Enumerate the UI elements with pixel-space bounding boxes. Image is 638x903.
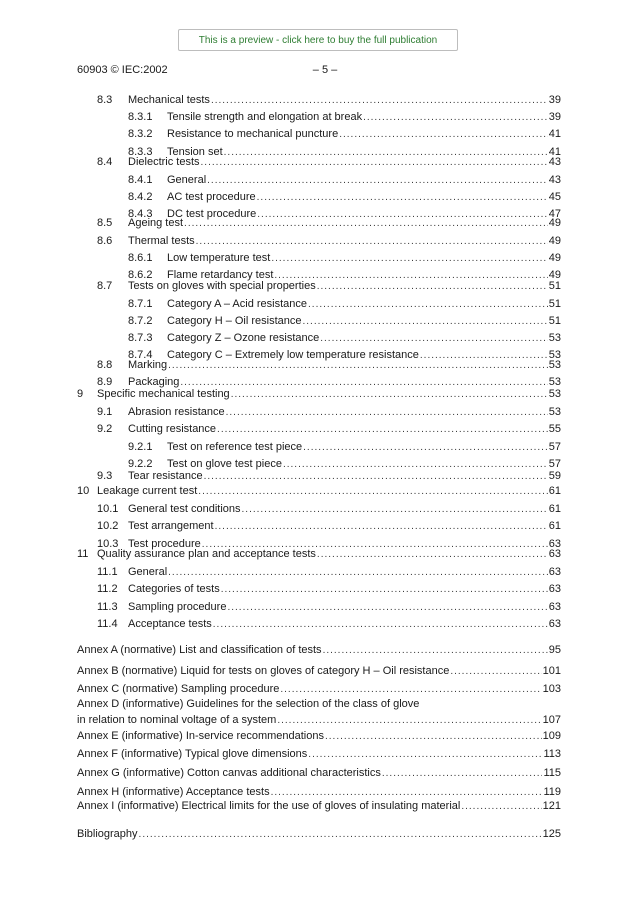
toc-entry[interactable] — [128, 312, 561, 330]
annex-entry[interactable] — [77, 680, 561, 698]
toc-entry[interactable] — [77, 385, 561, 403]
toc-section-number: 8.7 — [97, 280, 113, 292]
toc-entry[interactable] — [128, 171, 561, 189]
toc-page-number: 49 — [548, 235, 561, 247]
toc-section-title: Tension set — [167, 146, 223, 158]
toc-leader-dots — [339, 126, 548, 144]
annex-page-number: 107 — [542, 714, 561, 726]
toc-section-number: 11.2 — [97, 583, 118, 595]
toc-section-number: 9.2 — [97, 423, 113, 435]
toc-section-number: 9 — [77, 388, 84, 400]
toc-section-title: Category C – Extremely low temperature resistance — [167, 349, 419, 361]
toc-section-number: 11.4 — [97, 618, 118, 630]
toc-page-number: 57 — [548, 441, 561, 453]
toc-section-title: Leakage current test — [97, 485, 198, 497]
toc-section-title: Category H – Oil resistance — [167, 315, 302, 327]
toc-section-title: Marking — [128, 359, 168, 371]
toc-page-number: 41 — [548, 128, 561, 140]
toc-page-number: 47 — [548, 208, 561, 220]
toc-page-number: 53 — [548, 332, 561, 344]
toc-page-number: 63 — [548, 548, 561, 560]
toc-page-number: 39 — [548, 111, 561, 123]
toc-page-number: 43 — [548, 156, 561, 168]
toc-page-number: 43 — [548, 174, 561, 186]
bibliography-page-number: 125 — [542, 828, 561, 840]
document-id: 60903 © IEC:2002 — [77, 64, 168, 76]
toc-page-number: 61 — [548, 485, 561, 497]
toc-entry[interactable] — [128, 188, 561, 206]
toc-entry[interactable] — [97, 500, 561, 518]
toc-leader-dots — [215, 518, 548, 536]
toc-page-number: 53 — [548, 376, 561, 388]
toc-leader-dots — [323, 642, 548, 660]
toc-entry[interactable] — [97, 420, 561, 438]
toc-section-title: Tensile strength and elongation at break — [167, 111, 363, 123]
toc-leader-dots — [308, 746, 542, 764]
page-number: – 5 – — [312, 64, 338, 76]
toc-page-number: 39 — [548, 94, 561, 106]
annex-page-number: 101 — [542, 665, 561, 677]
toc-entry[interactable] — [128, 329, 561, 347]
toc-entry[interactable] — [97, 277, 561, 295]
toc-leader-dots — [139, 826, 542, 844]
annex-title: Annex I (informative) Electrical limits for the use of gloves of insulating material — [77, 800, 461, 812]
toc-section-number: 8.7.2 — [128, 315, 153, 327]
annex-entry[interactable] — [77, 727, 561, 745]
annex-entry[interactable] — [77, 641, 561, 659]
toc-entry[interactable] — [97, 214, 561, 232]
toc-section-title: Categories of tests — [128, 583, 220, 595]
annex-entry[interactable] — [77, 745, 561, 763]
toc-section-title: Cutting resistance — [128, 423, 217, 435]
toc-page-number: 59 — [548, 470, 561, 482]
toc-page-number: 53 — [548, 349, 561, 361]
toc-entry[interactable] — [77, 482, 561, 500]
toc-page-number: 57 — [548, 458, 561, 470]
toc-page-number: 61 — [548, 520, 561, 532]
toc-section-number: 11 — [77, 548, 89, 560]
toc-section-number: 8.6.1 — [128, 252, 153, 264]
toc-section-title: Tests on gloves with special properties — [128, 280, 316, 292]
bibliography-title: Bibliography — [77, 828, 138, 840]
toc-section-title: Test on reference test piece — [167, 441, 303, 453]
toc-leader-dots — [461, 798, 541, 816]
toc-section-number: 10.2 — [97, 520, 119, 532]
annex-page-number: 95 — [548, 644, 561, 656]
toc-section-title: Test arrangement — [128, 520, 214, 532]
toc-page-number: 63 — [548, 601, 561, 613]
toc-page-number: 63 — [548, 583, 561, 595]
annex-entry[interactable] — [77, 764, 561, 782]
toc-leader-dots — [450, 663, 541, 681]
toc-section-number: 8.4 — [97, 156, 113, 168]
toc-section-title: Quality assurance plan and acceptance tests — [97, 548, 316, 560]
toc-entry[interactable] — [97, 580, 561, 598]
toc-section-number: 8.4.3 — [128, 208, 153, 220]
toc-entry[interactable] — [128, 125, 561, 143]
annex-page-number: 119 — [543, 786, 561, 798]
toc-entry[interactable] — [97, 517, 561, 535]
annex-entry[interactable] — [77, 662, 561, 680]
toc-section-number: 8.9 — [97, 376, 113, 388]
annex-title: Annex G (informative) Cotton canvas additional characteristics — [77, 767, 381, 779]
toc-page-number: 53 — [548, 388, 561, 400]
toc-section-number: 10.1 — [97, 503, 119, 515]
toc-section-number: 11.3 — [97, 601, 118, 613]
toc-page-number: 63 — [548, 618, 561, 630]
toc-page-number: 61 — [548, 503, 561, 515]
toc-entry[interactable] — [128, 249, 561, 267]
toc-page-number: 53 — [548, 359, 561, 371]
toc-section-number: 10.3 — [97, 538, 119, 550]
toc-section-number: 8.4.1 — [128, 174, 153, 186]
toc-entry[interactable] — [128, 108, 561, 126]
toc-section-number: 11.1 — [97, 566, 118, 578]
toc-entry[interactable] — [97, 356, 561, 374]
toc-page-number: 41 — [548, 146, 561, 158]
annex-title: Annex E (informative) In-service recommendations — [77, 730, 324, 742]
toc-section-title: Specific mechanical testing — [97, 388, 230, 400]
annex-page-number: 113 — [543, 748, 561, 760]
toc-section-title: Thermal tests — [128, 235, 195, 247]
toc-section-number: 9.1 — [97, 406, 113, 418]
toc-section-title: Test on glove test piece — [167, 458, 282, 470]
toc-section-title: Resistance to mechanical puncture — [167, 128, 339, 140]
toc-entry[interactable] — [128, 438, 561, 456]
toc-entry[interactable] — [97, 232, 561, 250]
toc-entry[interactable] — [97, 598, 561, 616]
toc-entry[interactable] — [97, 91, 561, 109]
toc-entry[interactable] — [97, 153, 561, 171]
annex-page-number: 115 — [543, 767, 561, 779]
toc-page-number: 51 — [548, 315, 561, 327]
toc-leader-dots — [198, 483, 547, 501]
annex-entry[interactable] — [77, 797, 561, 815]
annex-page-number: 103 — [542, 683, 561, 695]
toc-leader-dots — [317, 546, 548, 564]
toc-section-title: Abrasion resistance — [128, 406, 225, 418]
annex-page-number: 121 — [542, 800, 561, 812]
toc-page-number: 51 — [548, 298, 561, 310]
toc-entry[interactable] — [97, 615, 561, 633]
toc-section-number: 9.2.2 — [128, 458, 153, 470]
toc-section-title: General — [167, 174, 207, 186]
toc-section-title: General test conditions — [128, 503, 241, 515]
toc-leader-dots — [325, 728, 542, 746]
annex-title: in relation to nominal voltage of a system — [77, 714, 277, 726]
toc-section-number: 8.7.4 — [128, 349, 153, 361]
toc-section-title: Dielectric tests — [128, 156, 200, 168]
toc-section-number: 8.3.2 — [128, 128, 153, 140]
toc-section-title: AC test procedure — [167, 191, 256, 203]
toc-section-title: Ageing test — [128, 217, 184, 229]
toc-section-title: General — [128, 566, 168, 578]
toc-page-number: 51 — [548, 280, 561, 292]
bibliography-entry[interactable] — [77, 825, 561, 843]
toc-section-title: Tear resistance — [128, 470, 203, 482]
toc-page-number: 49 — [548, 217, 561, 229]
toc-leader-dots — [231, 386, 548, 404]
toc-section-title: Test procedure — [128, 538, 201, 550]
toc-leader-dots — [382, 765, 543, 783]
toc-entry[interactable] — [97, 403, 561, 421]
toc-section-number: 8.7.3 — [128, 332, 153, 344]
toc-section-title: Mechanical tests — [128, 94, 210, 106]
toc-section-number: 10 — [77, 485, 90, 497]
toc-section-title: Category A – Acid resistance — [167, 298, 308, 310]
preview-banner-link[interactable]: This is a preview - click here to buy the full publication — [178, 29, 458, 51]
annex-title: Annex C (normative) Sampling procedure — [77, 683, 280, 695]
toc-section-title: DC test procedure — [167, 208, 257, 220]
annex-title: Annex F (informative) Typical glove dimensions — [77, 748, 308, 760]
toc-section-number: 8.6.2 — [128, 269, 153, 281]
toc-page-number: 63 — [548, 538, 561, 550]
toc-section-number: 8.4.2 — [128, 191, 153, 203]
annex-title: Annex B (normative) Liquid for tests on gloves of category H – Oil resistance — [77, 665, 450, 677]
toc-section-number: 8.8 — [97, 359, 113, 371]
toc-section-number: 8.5 — [97, 217, 113, 229]
toc-section-number: 8.7.1 — [128, 298, 153, 310]
toc-section-title: Category Z – Ozone resistance — [167, 332, 320, 344]
annex-title-first-line: Annex D (informative) Guidelines for the selection of the class of glove — [77, 698, 420, 710]
toc-page-number: 63 — [548, 566, 561, 578]
toc-section-number: 8.3.3 — [128, 146, 153, 158]
toc-page-number: 45 — [548, 191, 561, 203]
toc-section-number: 9.2.1 — [128, 441, 153, 453]
annex-title: Annex H (informative) Acceptance tests — [77, 786, 270, 798]
toc-page-number: 49 — [548, 252, 561, 264]
toc-entry[interactable] — [77, 545, 561, 563]
annex-page-number: 109 — [542, 730, 561, 742]
toc-section-title: Low temperature test — [167, 252, 271, 264]
toc-leader-dots — [213, 616, 548, 634]
toc-page-number: 55 — [548, 423, 561, 435]
toc-leader-dots — [221, 581, 548, 599]
toc-section-title: Sampling procedure — [128, 601, 227, 613]
toc-page-number: 49 — [548, 269, 561, 281]
toc-entry[interactable] — [128, 295, 561, 313]
toc-leader-dots — [317, 278, 548, 296]
toc-entry[interactable] — [97, 563, 561, 581]
toc-page-number: 53 — [548, 406, 561, 418]
toc-section-title: Acceptance tests — [128, 618, 212, 630]
toc-section-number: 8.3.1 — [128, 111, 153, 123]
toc-leader-dots — [184, 215, 548, 233]
annex-title: Annex A (normative) List and classification of tests — [77, 644, 322, 656]
toc-section-title: Flame retardancy test — [167, 269, 274, 281]
toc-section-number: 8.3 — [97, 94, 113, 106]
toc-leader-dots — [201, 154, 548, 172]
toc-section-number: 8.6 — [97, 235, 113, 247]
toc-section-title: Packaging — [128, 376, 180, 388]
toc-section-number: 9.3 — [97, 470, 113, 482]
toc-leader-dots — [217, 421, 548, 439]
